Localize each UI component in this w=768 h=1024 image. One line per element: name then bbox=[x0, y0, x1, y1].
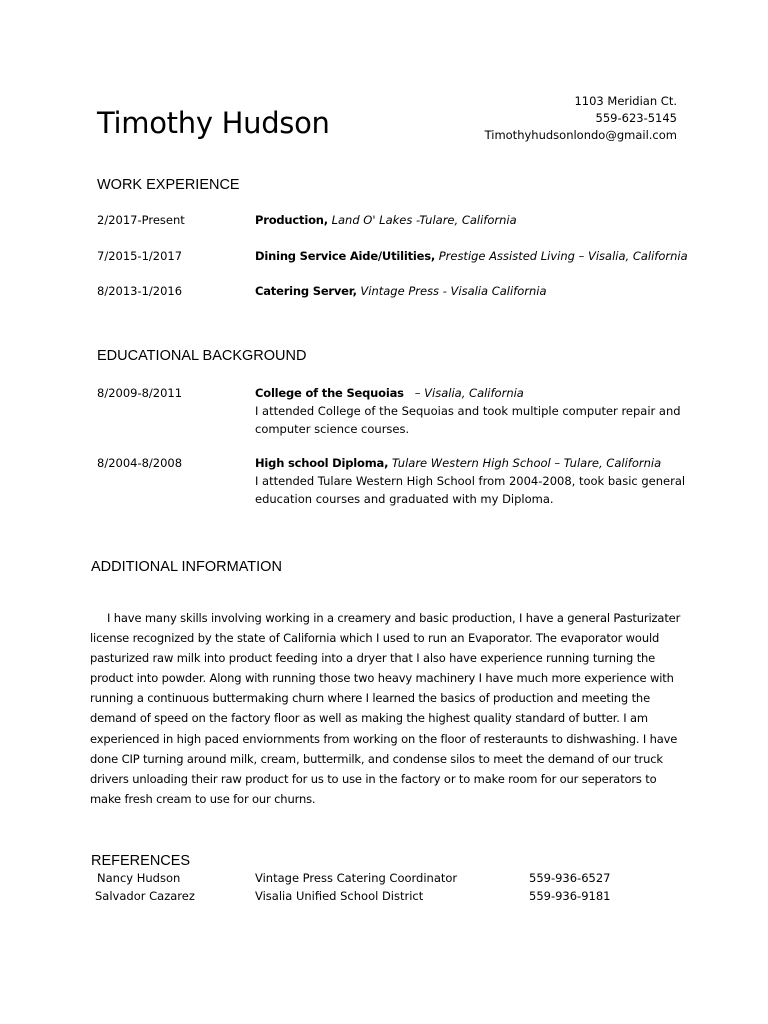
education-school: College of the Sequoias bbox=[255, 386, 404, 400]
work-role: Catering Server, bbox=[255, 284, 357, 298]
reference-role: Vintage Press Catering Coordinator bbox=[255, 871, 458, 885]
work-place: Vintage Press - Visalia California bbox=[360, 284, 547, 298]
work-detail bbox=[255, 247, 695, 265]
education-date: 8/2009-8/2011 bbox=[97, 386, 183, 400]
education-description: I attended Tulare Western High School from 2004-2008, took basic general education courses and graduated with my Diploma. bbox=[255, 474, 686, 506]
education-date: 8/2004-8/2008 bbox=[97, 456, 183, 470]
work-place: Prestige Assisted Living – Visalia, California bbox=[438, 249, 688, 263]
work-date: 8/2013-1/2016 bbox=[97, 284, 183, 298]
reference-name: Salvador Cazarez bbox=[95, 889, 195, 903]
work-detail bbox=[255, 282, 695, 300]
section-title-references: REFERENCES bbox=[91, 853, 191, 869]
reference-phone: 559-936-9181 bbox=[529, 889, 611, 903]
additional-paragraph: I have many skills involving working in a creamery and basic production, I have a general Pasturizater license recognized by the state of California which I used to run an Evaporator. The evaporator would pasturized raw milk into product feeding into a dryer that I also have experience running turning the product into powder. Along with running those two heavy machinery I have much more experience with running a continuous buttermaking churn where I learned the basics of production and meeting the demand of speed on the factory floor as well as making the highest quality standard of butter. I am experienced in high paced enviornments from working on the floor of resteraunts to dishwashing. I have done CIP turning around milk, cream, buttermilk, and condense silos to meet the demand of our truck drivers unloading their raw product for us to use in the factory or to make room for our seperators to make fresh cream to use for our churns. bbox=[90, 611, 681, 806]
work-place: Land O' Lakes -Tulare, California bbox=[331, 213, 517, 227]
education-place: Tulare Western High School – Tulare, California bbox=[391, 456, 662, 470]
reference-role: Visalia Unified School District bbox=[255, 889, 424, 903]
work-role: Production, bbox=[255, 213, 328, 227]
education-detail bbox=[255, 454, 695, 508]
education-place: – Visalia, California bbox=[414, 386, 524, 400]
education-description: I attended College of the Sequoias and took multiple computer repair and computer science courses. bbox=[255, 404, 681, 436]
work-detail bbox=[255, 211, 695, 229]
contact-block bbox=[485, 93, 677, 144]
education-detail bbox=[255, 384, 695, 438]
candidate-name: Timothy Hudson bbox=[97, 106, 330, 140]
section-title-education: EDUCATIONAL BACKGROUND bbox=[97, 348, 307, 364]
reference-name: Nancy Hudson bbox=[97, 871, 181, 885]
email: Timothyhudsonlondo@gmail.com bbox=[484, 128, 677, 142]
phone: 559-623-5145 bbox=[595, 111, 677, 125]
reference-phone: 559-936-6527 bbox=[529, 871, 611, 885]
work-date: 7/2015-1/2017 bbox=[97, 249, 183, 263]
education-school: High school Diploma, bbox=[255, 456, 389, 470]
section-title-additional: ADDITIONAL INFORMATION bbox=[91, 559, 282, 575]
work-date: 2/2017-Present bbox=[97, 213, 185, 227]
work-role: Dining Service Aide/Utilities, bbox=[255, 249, 436, 263]
address: 1103 Meridian Ct. bbox=[574, 94, 677, 108]
section-title-work: WORK EXPERIENCE bbox=[97, 177, 240, 193]
